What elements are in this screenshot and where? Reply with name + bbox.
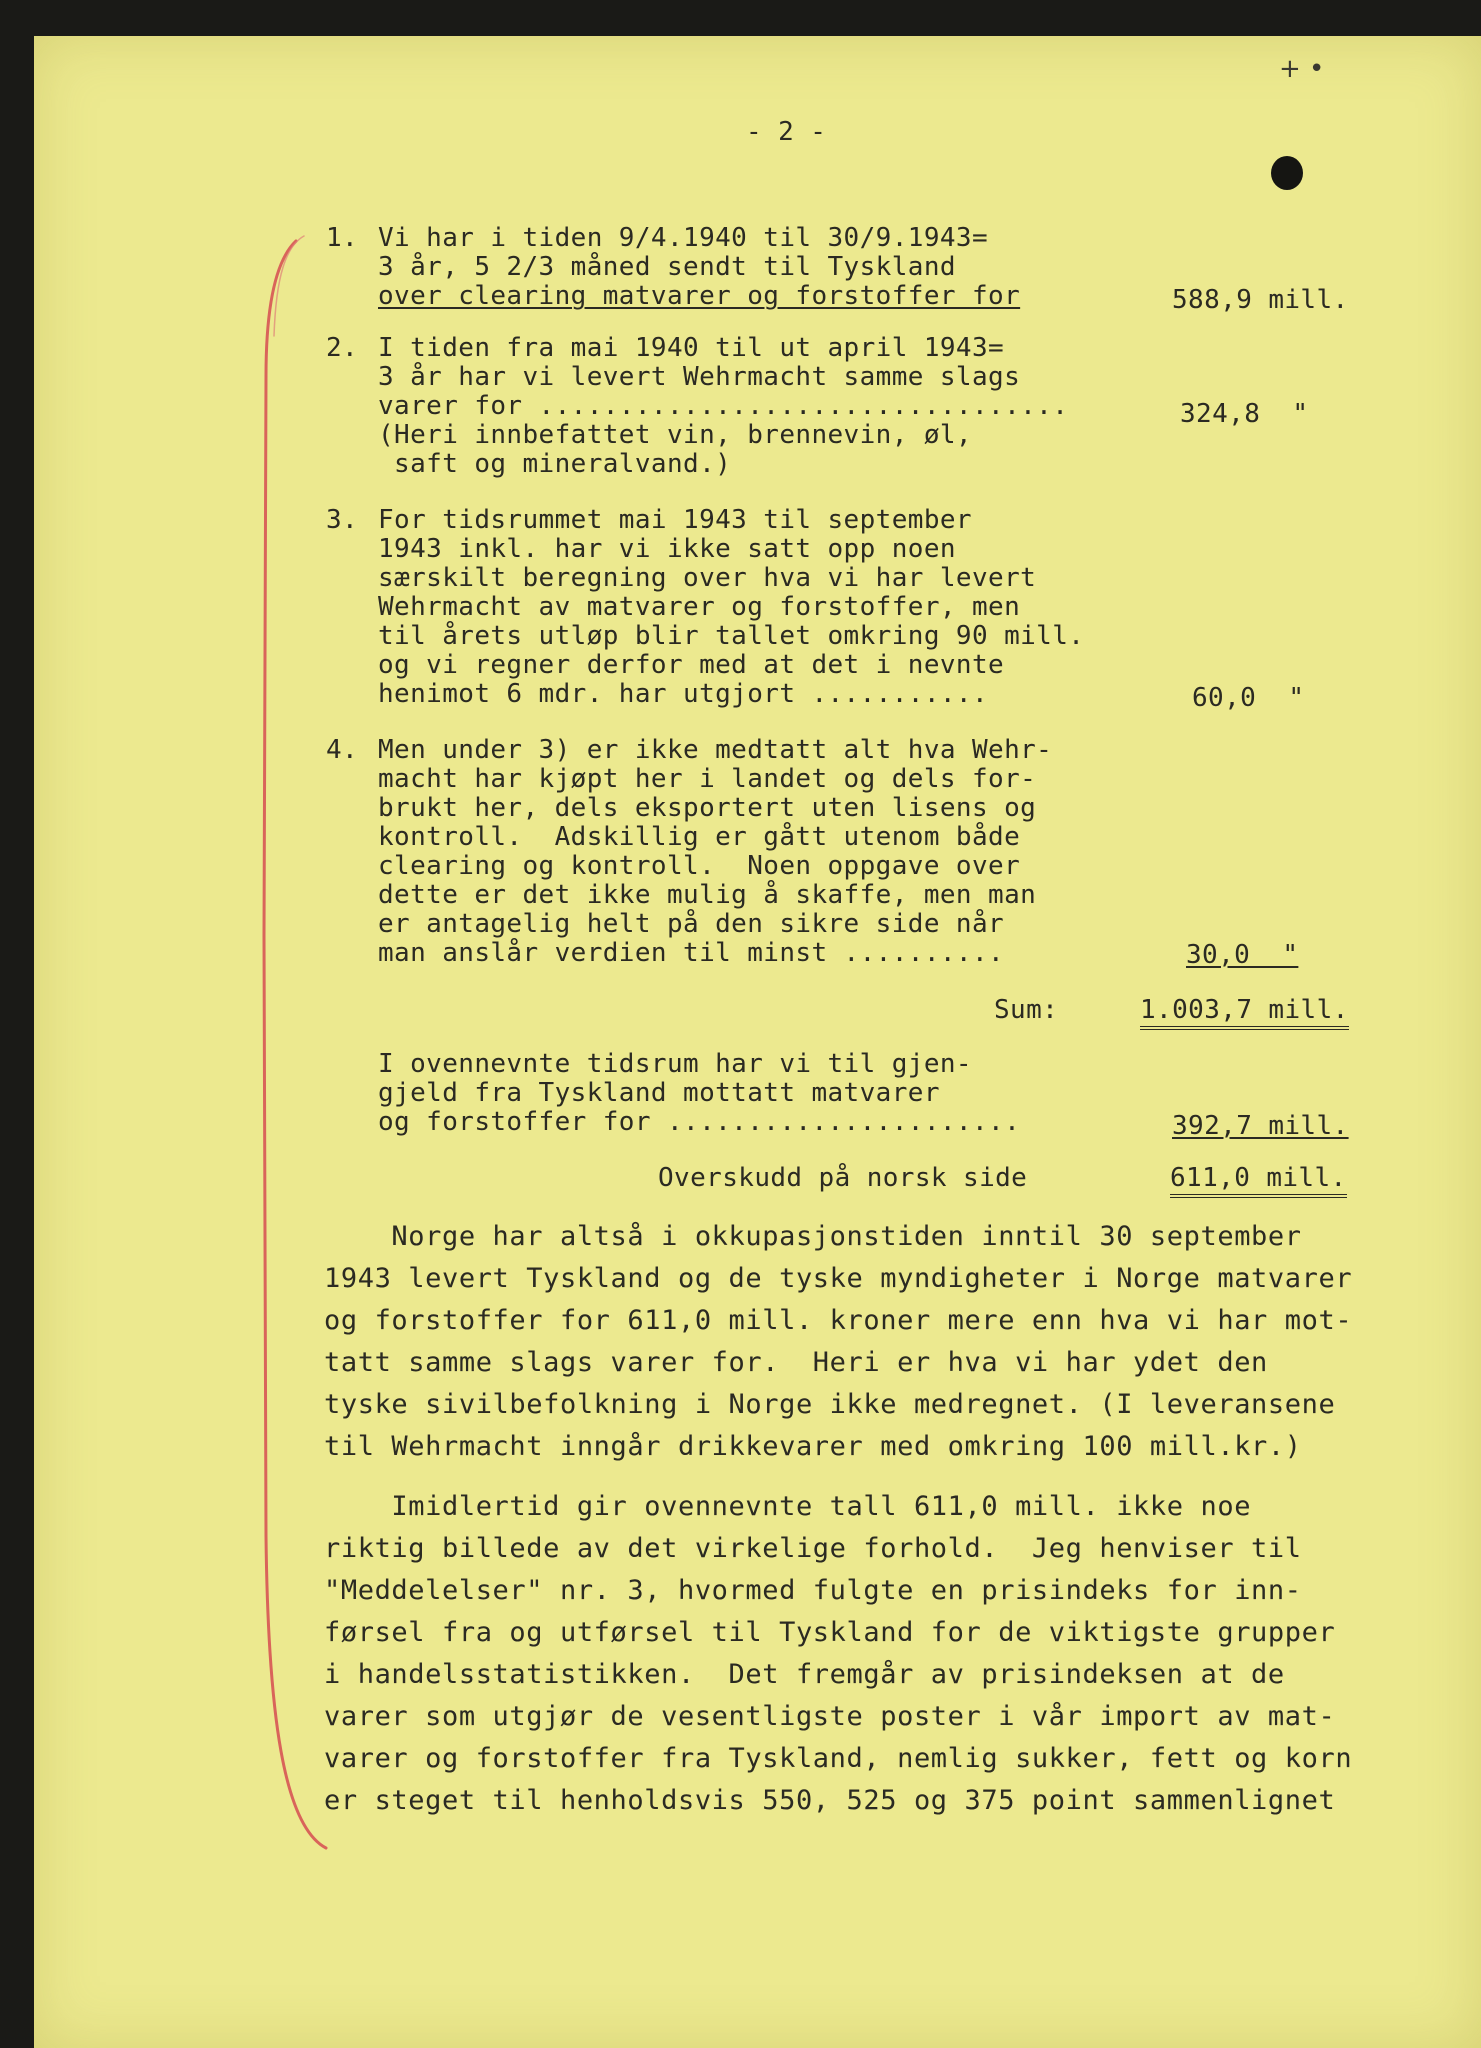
paragraph-line: varer som utgjør de vesentligste poster i vår import av mat- — [324, 1701, 1336, 1732]
paragraph-line: Norge har altså i okkupasjonstiden inntil 30 september — [324, 1221, 1302, 1252]
item-line: Men under 3) er ikke medtatt alt hva Wehr- — [378, 735, 1053, 765]
paragraph-line: førsel fra og utførsel til Tyskland for de viktigste grupper — [324, 1617, 1336, 1648]
item-line: til årets utløp blir tallet omkring 90 mill. — [378, 621, 1085, 651]
paragraph-line: i handelsstatistikken. Det fremgår av prisindeksen at de — [324, 1659, 1285, 1690]
paragraph-line: er steget til henholdsvis 550, 525 og 375 point sammenlignet — [324, 1785, 1336, 1816]
item-line: kontroll. Adskillig er gått utenom både — [378, 822, 1021, 852]
item-amount: 30,0 " — [1186, 940, 1299, 970]
item-line: over clearing matvarer og forstoffer for — [378, 281, 1021, 311]
item-amount: 588,9 mill. — [1172, 285, 1349, 315]
item-number: 3. — [326, 505, 359, 535]
paragraph-line: tyske sivilbefolkning i Norge ikke medregnet. (I leveransene — [324, 1389, 1336, 1420]
item-line: macht har kjøpt her i landet og dels for- — [378, 764, 1037, 794]
paragraph-line: varer og forstoffer fra Tyskland, nemlig sukker, fett og korn — [324, 1743, 1353, 1774]
surplus-label: Overskudd på norsk side — [658, 1163, 1028, 1193]
paragraph-line: og forstoffer for 611,0 mill. kroner mere enn hva vi har mot- — [324, 1305, 1353, 1336]
paragraph-line: 1943 levert Tyskland og de tyske myndigheter i Norge matvarer — [324, 1263, 1353, 1294]
item-line: og vi regner derfor med at det i nevnte — [378, 650, 1005, 680]
paragraph-line: riktig billede av det virkelige forhold. Jeg henviser til — [324, 1533, 1302, 1564]
item-line: I tiden fra mai 1940 til ut april 1943= — [378, 333, 1005, 363]
page-number: - 2 - — [746, 117, 827, 147]
document-page — [34, 36, 1481, 2048]
item-number: 1. — [326, 223, 359, 253]
item-line: 3 år, 5 2/3 måned sendt til Tyskland — [378, 252, 956, 282]
sum-label: Sum: — [994, 995, 1059, 1025]
item-line: 1943 inkl. har vi ikke satt opp noen — [378, 534, 956, 564]
received-line: og forstoffer for ...................... — [378, 1107, 1021, 1137]
paragraph-line: til Wehrmacht inngår drikkevarer med omkring 100 mill.kr.) — [324, 1431, 1302, 1462]
item-line: saft og mineralvand.) — [378, 449, 732, 479]
item-line: Vi har i tiden 9/4.1940 til 30/9.1943= — [378, 223, 989, 253]
item-line: clearing og kontroll. Noen oppgave over — [378, 851, 1021, 881]
surplus-amount: 611,0 mill. — [1170, 1164, 1347, 1198]
received-line: gjeld fra Tyskland mottatt matvarer — [378, 1078, 940, 1108]
item-line: Wehrmacht av matvarer og forstoffer, men — [378, 592, 1021, 622]
item-amount: 60,0 " — [1192, 683, 1305, 713]
item-number: 4. — [326, 735, 359, 765]
paragraph-line: tatt samme slags varer for. Heri er hva vi har ydet den — [324, 1347, 1268, 1378]
paragraph-line: Imidlertid gir ovennevnte tall 611,0 mill. ikke noe — [324, 1491, 1252, 1522]
punch-hole — [1271, 156, 1303, 190]
item-line: For tidsrummet mai 1943 til september — [378, 505, 972, 535]
item-line: henimot 6 mdr. har utgjort ........... — [378, 679, 989, 709]
received-amount: 392,7 mill. — [1172, 1111, 1349, 1141]
item-line: 3 år har vi levert Wehrmacht samme slags — [378, 362, 1021, 392]
item-line: dette er det ikke mulig å skaffe, men man — [378, 880, 1037, 910]
item-line: (Heri innbefattet vin, brennevin, øl, — [378, 420, 972, 450]
corner-mark: + • — [1279, 54, 1325, 84]
item-line: er antagelig helt på den sikre side når — [378, 909, 1005, 939]
item-line: varer for ................................. — [378, 391, 1069, 421]
item-line: man anslår verdien til minst .......... — [378, 938, 1005, 968]
received-line: I ovennevnte tidsrum har vi til gjen- — [378, 1049, 972, 1079]
paragraph-line: "Meddelelser" nr. 3, hvormed fulgte en prisindeks for inn- — [324, 1575, 1302, 1606]
item-line: særskilt beregning over hva vi har levert — [378, 563, 1037, 593]
sum-amount: 1.003,7 mill. — [1140, 996, 1349, 1030]
item-amount: 324,8 " — [1180, 399, 1309, 429]
item-line: brukt her, dels eksportert uten lisens og — [378, 793, 1037, 823]
item-number: 2. — [326, 333, 359, 363]
